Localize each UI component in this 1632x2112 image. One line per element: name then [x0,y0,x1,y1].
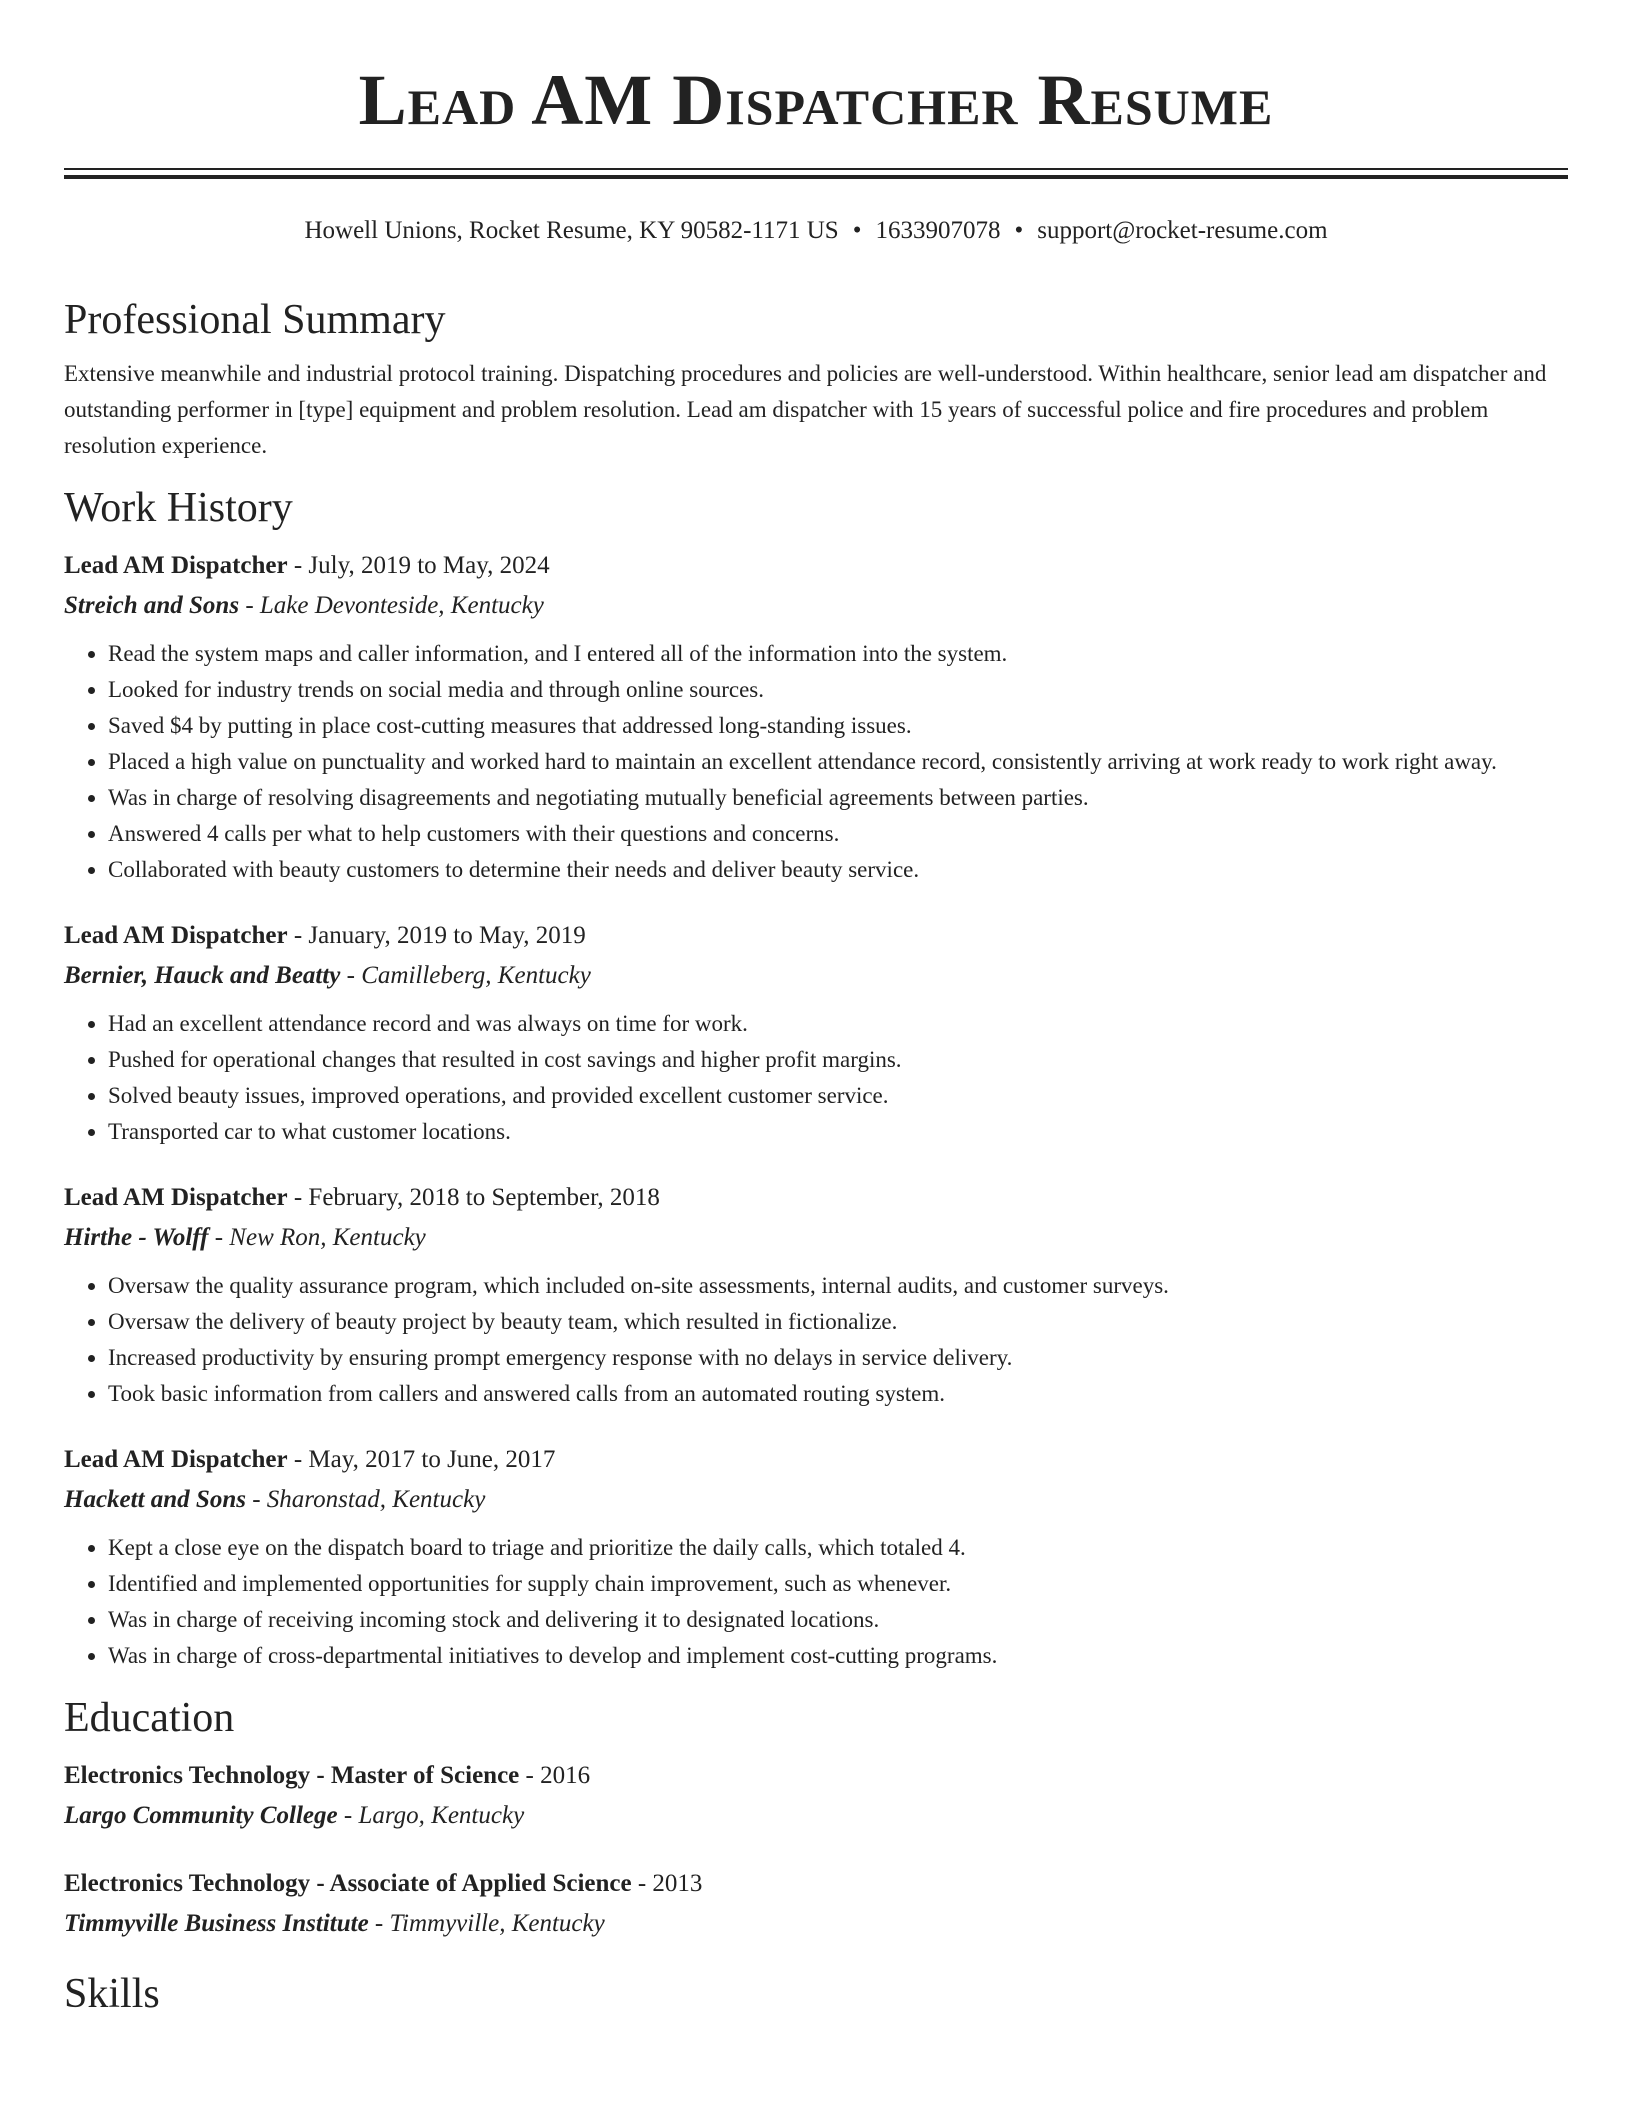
job-location: - Camilleberg, Kentucky [340,962,591,989]
list-item: • Saved $4 by putting in place cost-cutting measures that addressed long-standing issues. [108,708,1568,744]
job-company: Hirthe - Wolff [64,1224,209,1251]
education-heading: Education [64,1695,235,1741]
job-title-line [64,1178,1568,1218]
summary-text: Extensive meanwhile and industrial protocol training. Dispatching procedures and policies are well-understood. Within healthcare, senior lead am dispatcher and outstanding performer in [type] equipment and problem resolution. Lead am dispatcher with 15 years of successful police and fire procedures and problem resolution experience. [64,361,1547,458]
job-location: - New Ron, Kentucky [208,1224,426,1251]
job-title: Lead AM Dispatcher [64,552,288,579]
degree: Electronics Technology - Associate of Applied Science [64,1870,632,1897]
job-title: Lead AM Dispatcher [64,922,288,949]
list-item: • Identified and implemented opportunities for supply chain improvement, such as whenever. [108,1566,1568,1602]
list-item: • Was in charge of cross-departmental initiatives to develop and implement cost-cutting programs. [108,1638,1568,1674]
degree-line [64,1756,1568,1796]
job-company-line [64,1480,1568,1520]
work-history-section [64,478,1568,1674]
school: Largo Community College [64,1802,338,1829]
job-title-line [64,916,1568,956]
contact-separator: • [1014,217,1024,244]
contact-line [64,215,1568,247]
degree-year: - 2013 [631,1870,703,1897]
school-line [64,1904,1568,1944]
list-item: • Oversaw the quality assurance program, which included on-site assessments, internal audits, and customer surveys. [108,1268,1568,1304]
title-rule-thick [64,175,1568,179]
list-item: • Read the system maps and caller information, and I entered all of the information into the system. [108,636,1568,672]
resume-title: Lead AM Dispatcher Resume [358,60,1274,140]
list-item: • Had an excellent attendance record and was always on time for work. [108,1006,1568,1042]
education-section [64,1688,1568,1944]
skills-heading: Skills [64,1971,160,2017]
degree-year: - 2016 [519,1762,591,1789]
spacer [64,1944,1568,1964]
list-item: • Was in charge of receiving incoming stock and delivering it to designated locations. [108,1602,1568,1638]
list-item: • Collaborated with beauty customers to determine their needs and deliver beauty service. [108,852,1568,888]
list-item: • Solved beauty issues, improved operations, and provided excellent customer service. [108,1078,1568,1114]
job-company-line [64,586,1568,626]
degree-line [64,1864,1568,1904]
job-company-line [64,956,1568,996]
list-item: • Oversaw the delivery of beauty project by beauty team, which resulted in fictionalize. [108,1304,1568,1340]
job-entry [64,916,1568,1150]
job-title: Lead AM Dispatcher [64,1446,288,1473]
job-dates: - July, 2019 to May, 2024 [287,552,550,579]
spacer [64,1674,1568,1688]
summary-heading: Professional Summary [64,297,446,343]
list-item: • Looked for industry trends on social media and through online sources. [108,672,1568,708]
job-company: Hackett and Sons [64,1486,246,1513]
contact-phone: 1633907078 [875,217,1001,244]
work-history-heading: Work History [64,485,293,531]
education-entry [64,1864,1568,1944]
job-entry [64,1178,1568,1412]
list-item: • Was in charge of resolving disagreements and negotiating mutually beneficial agreements between parties. [108,780,1568,816]
job-bullets [64,1006,1568,1150]
job-location: - Sharonstad, Kentucky [245,1486,486,1513]
degree: Electronics Technology - Master of Science [64,1762,520,1789]
list-item: • Kept a close eye on the dispatch board to triage and prioritize the daily calls, which totaled 4. [108,1530,1568,1566]
job-entry [64,1440,1568,1674]
job-title-line [64,546,1568,586]
resume-content [64,290,1568,2024]
school-location: - Largo, Kentucky [337,1802,525,1829]
list-item: • Pushed for operational changes that resulted in cost savings and higher profit margins. [108,1042,1568,1078]
job-bullets [64,1530,1568,1674]
job-title: Lead AM Dispatcher [64,1184,288,1211]
job-bullets [64,636,1568,888]
list-item: • Answered 4 calls per what to help customers with their questions and concerns. [108,816,1568,852]
job-dates: - January, 2019 to May, 2019 [287,922,586,949]
title-rule-thin [64,168,1568,170]
job-company: Streich and Sons [64,592,240,619]
contact-address: Howell Unions, Rocket Resume, KY 90582-1171 US [304,217,839,244]
job-location: - Lake Devonteside, Kentucky [239,592,544,619]
list-item: • Increased productivity by ensuring prompt emergency response with no delays in service delivery. [108,1340,1568,1376]
contact-separator: • [852,217,862,244]
school-location: - Timmyville, Kentucky [368,1910,605,1937]
job-dates: - May, 2017 to June, 2017 [287,1446,556,1473]
job-dates: - February, 2018 to September, 2018 [287,1184,660,1211]
skills-section [64,1964,1568,2024]
job-title-line [64,1440,1568,1480]
job-company: Bernier, Hauck and Beatty [64,962,341,989]
spacer [64,464,1568,478]
job-entry [64,546,1568,888]
job-bullets [64,1268,1568,1412]
job-company-line [64,1218,1568,1258]
list-item: • Took basic information from callers and answered calls from an automated routing system. [108,1376,1568,1412]
school: Timmyville Business Institute [64,1910,369,1937]
list-item: • Transported car to what customer locations. [108,1114,1568,1150]
summary-section [64,290,1568,464]
contact-email: support@rocket-resume.com [1037,217,1328,244]
school-line [64,1796,1568,1836]
list-item: • Placed a high value on punctuality and worked hard to maintain an excellent attendance record, consistently arriving at work ready to work right away. [108,744,1568,780]
education-entry [64,1756,1568,1836]
